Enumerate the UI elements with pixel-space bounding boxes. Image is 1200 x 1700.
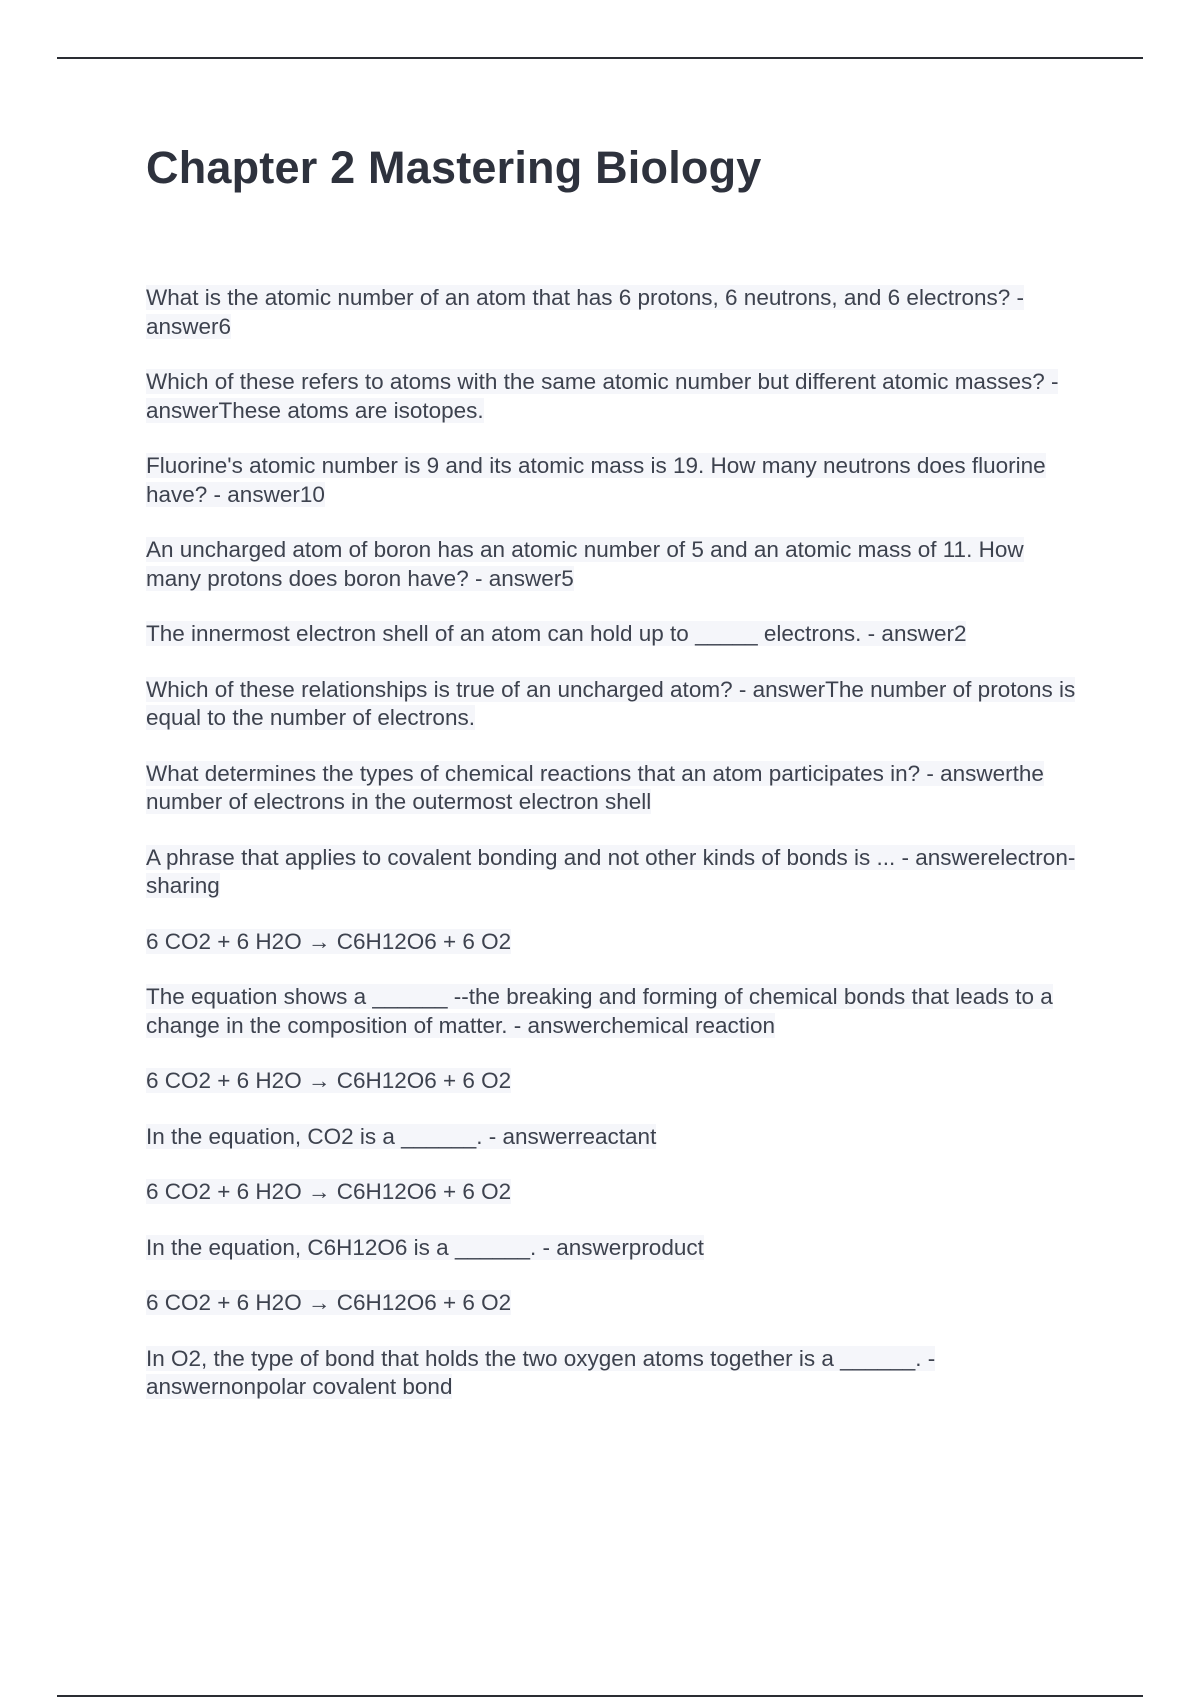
qa-item-text: Which of these refers to atoms with the same atomic number but different atomic masses? - answerThese atoms are isotopes. bbox=[146, 369, 1059, 423]
equation-line bbox=[146, 1289, 1076, 1318]
qa-item-text: In the equation, CO2 is a ______. - answerreactant bbox=[146, 1123, 657, 1149]
qa-item-text: What determines the types of chemical reactions that an atom participates in? - answerthe number of electrons in the outermost electron shell bbox=[146, 760, 1044, 814]
qa-item bbox=[146, 452, 1076, 509]
equation-line bbox=[146, 928, 1076, 957]
top-divider bbox=[57, 57, 1143, 59]
qa-item bbox=[146, 1123, 1076, 1152]
qa-item bbox=[146, 620, 1076, 649]
equation-text: 6 CO2 + 6 H2O → C6H12O6 + 6 O2 bbox=[146, 1290, 512, 1315]
equation-text: 6 CO2 + 6 H2O → C6H12O6 + 6 O2 bbox=[146, 928, 512, 954]
qa-item bbox=[146, 536, 1076, 593]
qa-item-text: The equation shows a ______ --the breaking and forming of chemical bonds that leads to a change in the composition of matter. - answerchemical reaction bbox=[146, 984, 1053, 1038]
qa-item bbox=[146, 760, 1076, 817]
qa-item bbox=[146, 983, 1076, 1040]
qa-item-text: What is the atomic number of an atom that has 6 protons, 6 neutrons, and 6 electrons? - answer6 bbox=[146, 285, 1024, 339]
qa-item bbox=[146, 676, 1076, 733]
qa-item-text: In the equation, C6H12O6 is a ______. - answerproduct bbox=[146, 1234, 704, 1260]
qa-item-text: Which of these relationships is true of an uncharged atom? - answerThe number of protons is equal to the number of electrons. bbox=[146, 676, 1076, 730]
qa-list bbox=[146, 284, 1076, 1429]
equation-line bbox=[146, 1178, 1076, 1207]
bottom-divider bbox=[57, 1695, 1143, 1697]
qa-item-text: An uncharged atom of boron has an atomic number of 5 and an atomic mass of 11. How many protons does boron have? - answer5 bbox=[146, 537, 1024, 591]
qa-item-text: The innermost electron shell of an atom can hold up to _____ electrons. - answer2 bbox=[146, 621, 967, 646]
equation-line bbox=[146, 1067, 1076, 1096]
qa-item bbox=[146, 368, 1076, 425]
qa-item bbox=[146, 844, 1076, 901]
qa-item-text: In O2, the type of bond that holds the two oxygen atoms together is a ______. - answernonpolar covalent bond bbox=[146, 1345, 936, 1399]
qa-item bbox=[146, 1234, 1076, 1263]
equation-text: 6 CO2 + 6 H2O → C6H12O6 + 6 O2 bbox=[146, 1179, 512, 1204]
qa-item-text: Fluorine's atomic number is 9 and its atomic mass is 19. How many neutrons does fluorine have? - answer10 bbox=[146, 453, 1046, 507]
equation-text: 6 CO2 + 6 H2O → C6H12O6 + 6 O2 bbox=[146, 1068, 512, 1093]
qa-item bbox=[146, 284, 1076, 341]
qa-item bbox=[146, 1345, 1076, 1402]
page-title: Chapter 2 Mastering Biology bbox=[146, 142, 762, 193]
qa-item-text: A phrase that applies to covalent bonding and not other kinds of bonds is ... - answerelectron-sharing bbox=[146, 844, 1076, 898]
